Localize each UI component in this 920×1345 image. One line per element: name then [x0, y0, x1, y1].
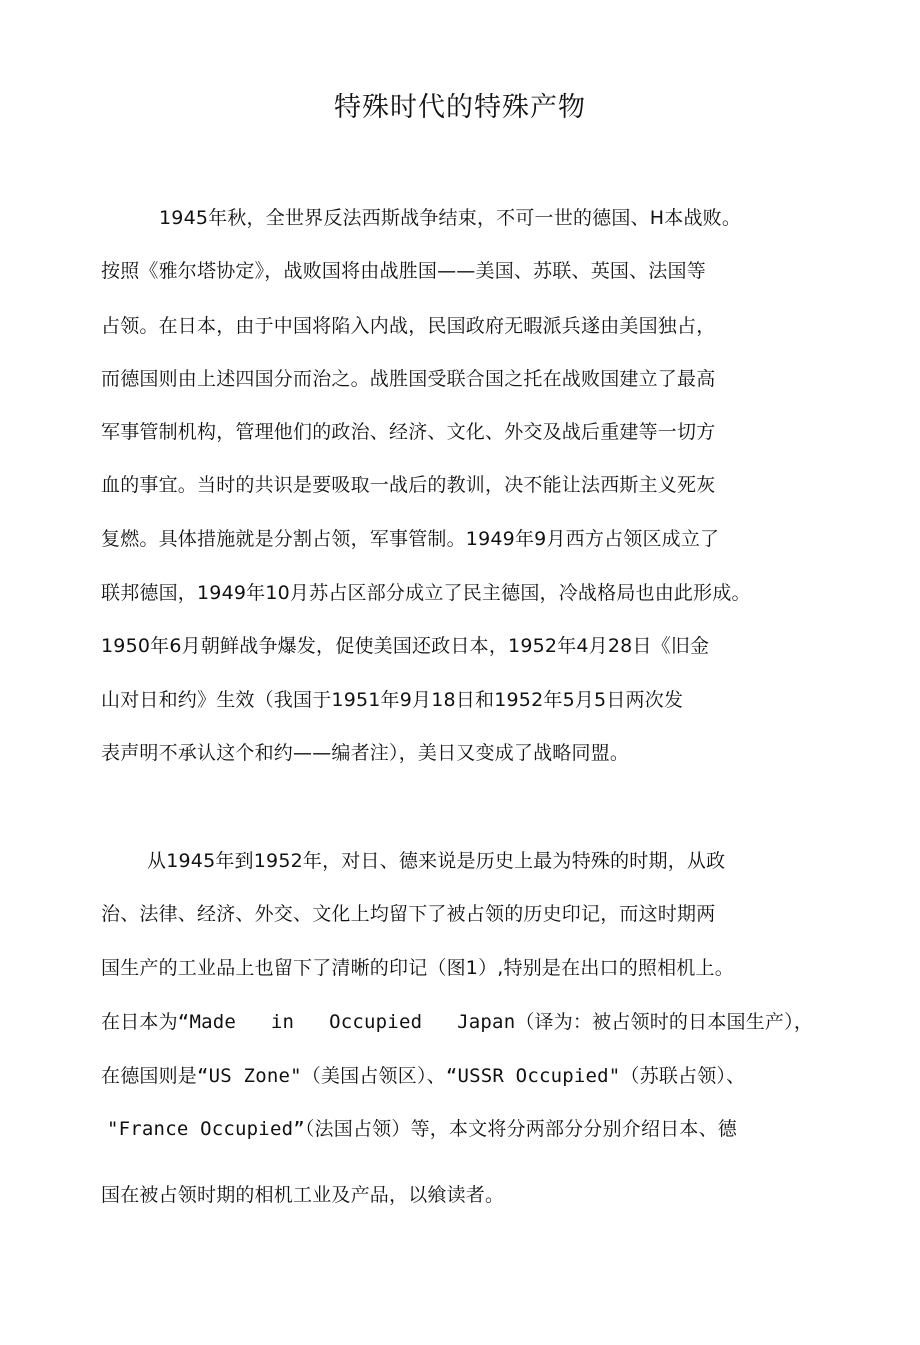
paragraph-line: 国在被占领时期的相机工业及产品，以飨读者。: [101, 1184, 505, 1206]
paragraph-line: 在日本为“Made in Occupied Japan（译为：被占领时的日本国生产），: [101, 1011, 814, 1033]
paragraph-line: 在德国则是“US Zone"（美国占领区）、“USSR Occupied"（苏联占领）、: [101, 1065, 746, 1087]
paragraph-line: 按照《雅尔塔协定》，战败国将由战胜国——美国、苏联、英国、法国等: [101, 260, 706, 282]
paragraph-line: 复燃。具体措施就是分割占领，军事管制。1949年9月西方占领区成立了: [101, 528, 720, 550]
paragraph-line: 山对日和约》生效（我国于1951年9月18日和1952年5月5日两次发: [101, 689, 684, 711]
paragraph-line: 军事管制机构，管理他们的政治、经济、文化、外交及战后重建等一切方: [101, 421, 716, 443]
paragraph-line: 联邦德国，1949年10月苏占区部分成立了民主德国，冷战格局也由此形成。: [101, 582, 751, 604]
paragraph-line: 表声明不承认这个和约——编者注），美日又变成了战略同盟。: [101, 742, 630, 764]
paragraph-line: 占领。在日本，由于中国将陷入内战，民国政府无暇派兵遂由美国独占，: [101, 315, 716, 337]
paragraph-line: 而德国则由上述四国分而治之。战胜国受联合国之托在战败国建立了最高: [101, 368, 716, 390]
paragraph-line: 从1945年到1952年，对日、德来说是历史上最为特殊的时期，从政: [147, 850, 726, 872]
paragraph-line: "France Occupied”（法国占领）等，本文将分两部分分别介绍日本、德: [107, 1118, 737, 1140]
paragraph-line: 1945年秋，全世界反法西斯战争结束，不可一世的德国、H本战败。: [159, 207, 742, 229]
paragraph-line: 治、法律、经济、外交、文化上均留下了被占领的历史印记，而这时期两: [101, 903, 716, 925]
paragraph-line: 1950年6月朝鲜战争爆发，促使美国还政日本，1952年4月28日《旧金: [101, 635, 710, 657]
paragraph-line: 国生产的工业品上也留下了清晰的印记（图1）,特别是在出口的照相机上。: [101, 957, 734, 979]
page-title: 特殊时代的特殊产物: [334, 92, 586, 123]
paragraph-line: 血的事宜。当时的共识是要吸取一战后的教训，决不能让法西斯主义死灰: [101, 474, 716, 496]
